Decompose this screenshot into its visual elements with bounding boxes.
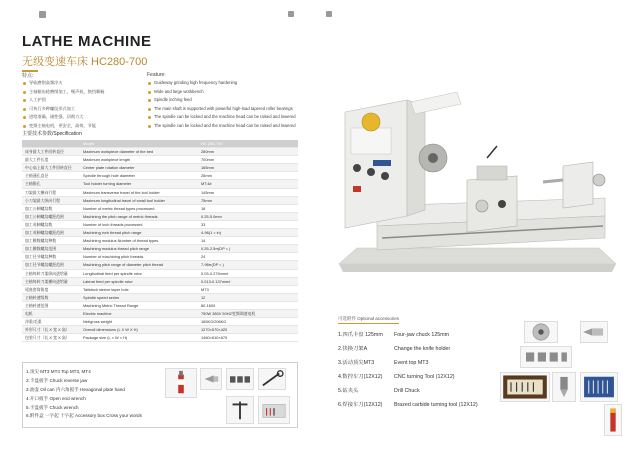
optional-list [338, 328, 478, 413]
spec-cell: 0.013-0.137mm/r [198, 277, 298, 285]
spec-row [22, 220, 298, 228]
feature-item: Guideway grinding high frequency hardening [147, 79, 296, 88]
features-cn-list [22, 79, 104, 130]
optional-item-cn: 3.活动顶尖MT3 [338, 360, 375, 367]
spec-heading: 主要技术参数/Specification [22, 131, 82, 137]
spec-cell: Maximum workpiece diameter of the bed [80, 148, 198, 156]
feature-item: The spindle can be locked and the machine head can be raised and lowered [147, 122, 296, 131]
oil-can-image [165, 368, 197, 398]
spec-cell: 主轴每转刀架横向进给量 [22, 277, 80, 285]
optional-item-cn: 1.四爪卡盘 125mm [338, 332, 383, 338]
spec-row [22, 285, 298, 293]
spec-cell: 75mm [198, 196, 298, 204]
spec-row [22, 180, 298, 188]
optional-item-en: Brazed carbide turning tool (12X12) [394, 402, 478, 409]
spec-cell: Overall dimensions (L X W X H) [80, 326, 198, 334]
turning-tool-image [604, 404, 622, 436]
optional-item [338, 398, 478, 412]
optional-item-cn: 2.快换刀架A [338, 346, 368, 353]
feature-item: 主轴箱齿轮磨削加工，噪声低，换挡顺畅 [22, 88, 104, 97]
optional-item [338, 356, 429, 370]
spec-row [22, 212, 298, 220]
spec-cell: Net/gross weight [80, 318, 198, 326]
spec-row [22, 253, 298, 261]
optional-item [338, 370, 455, 384]
spec-row [22, 277, 298, 285]
spec-cell: Package size (L × W × H) [80, 334, 198, 342]
spec-cell: Lateral feed per spindle rotor [80, 277, 198, 285]
spec-row [22, 164, 298, 172]
spec-cell: Machining modulus Number of thread types [80, 237, 198, 245]
feature-item: The spindle can be locked and the machine head can be raised and lowered [147, 113, 296, 122]
spec-row [22, 188, 298, 196]
spec-cell: 4-96(1 = in) [198, 229, 298, 237]
spec-cell: 加工公制螺纹螺距范围 [22, 212, 80, 220]
spec-row [22, 237, 298, 245]
accessory-item: 3.油壶 Oil can 内六角扳手 Hexagonal plate hand [26, 386, 125, 392]
spec-cell: 7-96π(DP = ) [198, 261, 298, 269]
feature-item: 导轨磨削高频淬火 [22, 79, 104, 88]
spec-cell: Number of inch threads processed [80, 220, 198, 228]
accessory-item: 2.卡盘扳手 Chuck reverse jaw [26, 377, 88, 383]
spec-cell: 165mm [198, 164, 298, 172]
features-en-list [147, 79, 296, 130]
spec-cell: Tool holder turning diameter [80, 180, 198, 188]
spec-row [22, 301, 298, 309]
spec-cell: 750W 380V 50HZ变频调速电机 [198, 309, 298, 317]
optional-item-cn: 4.数控车刀(12X12) [338, 374, 383, 381]
spec-cell: Machining Metric Thread Range [80, 301, 198, 309]
spec-cell: 加工径节螺纹螺距范围 [22, 261, 80, 269]
spec-cell: 床身最大工件回转直径 [22, 148, 80, 156]
optional-item-en: Four-jaw chuck 125mm [394, 332, 450, 338]
spec-col-header: HC 280-700 [198, 140, 298, 148]
spec-row [22, 245, 298, 253]
spec-cell: 加工英制螺纹螺距范围 [22, 229, 80, 237]
wrench-image [258, 368, 286, 390]
spec-cell: 0.03-0.275mm/r [198, 269, 298, 277]
spec-row [22, 309, 298, 317]
spec-row [22, 156, 298, 164]
spec-col-header [22, 140, 80, 148]
accessory-box-image [258, 396, 290, 424]
spec-cell: 加工英制螺纹数 [22, 220, 80, 228]
four-jaw-chuck-image [524, 321, 558, 343]
spec-cell: Machining inch thread pitch range [80, 229, 198, 237]
features-cn-heading: 特点: [22, 73, 34, 79]
spec-cell: 加工公制螺纹数 [22, 204, 80, 212]
spec-cell: 包装尺寸（长 X 宽 X 高） [22, 334, 80, 342]
spec-cell: 12 [198, 293, 298, 301]
optional-item-en: Change the knife holder [394, 346, 451, 353]
spec-cell: 最大工件长度 [22, 156, 80, 164]
tool-holder-image [520, 346, 572, 368]
spec-cell: Machining pitch range of diameter pitch thread [80, 261, 198, 269]
feature-item: Spindle inching feed [147, 96, 296, 105]
lathe-machine-image [337, 88, 616, 284]
spec-cell: 主轴每转刀架纵向进给量 [22, 269, 80, 277]
spec-cell: MT3 [198, 285, 298, 293]
spec-cell: Machining the pitch range of metric threads [80, 212, 198, 220]
spec-cell: 165KG/206KG [198, 318, 298, 326]
spec-cell: Spindle through hole diameter [80, 172, 198, 180]
spec-header-row [22, 140, 298, 148]
spec-cell: 加工径节螺纹种数 [22, 253, 80, 261]
optional-item [338, 328, 450, 342]
spec-cell: 0.25-2.5π(DP = ) [198, 245, 298, 253]
spec-cell: 14 [198, 237, 298, 245]
spec-cell: 80-1600 [198, 301, 298, 309]
spec-cell: 280mm [198, 148, 298, 156]
optional-item-en: Event top MT3 [394, 360, 429, 367]
spec-cell: 尾座套筒锥度 [22, 285, 80, 293]
spec-cell: Machining modulus thread pitch range [80, 245, 198, 253]
spec-cell: 700mm [198, 156, 298, 164]
spec-row [22, 229, 298, 237]
accessory-item: 5.卡盘扳手 Chuck wrench [26, 404, 79, 410]
spec-cell: 18 [198, 204, 298, 212]
centers-image [200, 368, 222, 390]
optional-item-cn: 5.钻夹头 [338, 388, 359, 395]
spec-cell: Center plate rotation diameter [80, 164, 198, 172]
cnc-tool-case-image [500, 372, 550, 402]
spec-cell: Number of metric thread types processed [80, 204, 198, 212]
feature-item: Wide and large workbench [147, 88, 296, 97]
spec-cell: 加工模数螺纹种数 [22, 237, 80, 245]
spec-row [22, 196, 298, 204]
spec-cell: 主轴转速范围 [22, 301, 80, 309]
feature-item: 可执行多种螺纹形式加工 [22, 105, 104, 114]
drill-chuck-image [552, 372, 576, 402]
spec-row [22, 334, 298, 342]
spec-cell: 主轴锥孔 [22, 180, 80, 188]
optional-item [338, 384, 420, 398]
spec-cell: Electric machine [80, 309, 198, 317]
spec-cell: 0.25-5.0mm [198, 212, 298, 220]
spec-row [22, 172, 298, 180]
optional-item-en: CNC turning Tool (12X12) [394, 374, 455, 381]
spec-cell: 1270×570×420 [198, 326, 298, 334]
feature-item: The main shaft is supported with powerful high-load tapered roller bearings [147, 105, 296, 114]
spec-row [22, 318, 298, 326]
spec-table [22, 140, 298, 342]
spec-cell: 33 [198, 220, 298, 228]
spec-cell: 1460×610×670 [198, 334, 298, 342]
spec-cell: 26mm [198, 172, 298, 180]
optional-heading: 可选附件 Optional accessories [338, 316, 399, 324]
brand-mark [326, 11, 332, 17]
accessories-list [26, 368, 142, 421]
spec-cell: 中心高上最大工件回转直径 [22, 164, 80, 172]
spec-cell: Number of machining pitch threads [80, 253, 198, 261]
spec-row [22, 326, 298, 334]
spec-cell: 24 [198, 253, 298, 261]
spec-row [22, 261, 298, 269]
spec-body [22, 148, 298, 342]
chuck-jaws-image [226, 368, 254, 390]
spec-row [22, 148, 298, 156]
spec-cell: 加工模数螺纹范围 [22, 245, 80, 253]
spec-cell: Maximum longitudinal travel of small tool holder [80, 196, 198, 204]
spec-cell: Longitudinal feed per spindle rotor [80, 269, 198, 277]
spec-cell: MT.4# [198, 180, 298, 188]
page-subtitle: 无级变速车床 HC280-700 [22, 56, 148, 68]
live-center-image [580, 321, 608, 343]
spec-cell: 外形尺寸（长 X 宽 X 高） [22, 326, 80, 334]
page-title: LATHE MACHINE [22, 33, 152, 50]
spec-col-header: Model [80, 140, 198, 148]
spec-cell: 刀架最大横向行程 [22, 188, 80, 196]
brand-mark [288, 11, 294, 17]
spec-row [22, 269, 298, 277]
optional-item-cn: 6.焊接车刀(12X12) [338, 402, 383, 409]
brazed-tool-set-image [580, 372, 618, 402]
feature-item: 变频主轴电机，更安全，高效，节能 [22, 122, 104, 131]
chuck-key-image [226, 396, 254, 424]
optional-item [338, 342, 451, 356]
brand-mark [39, 11, 46, 18]
feature-item: 进给准确，刚性强，切削力大 [22, 113, 104, 122]
spec-row [22, 293, 298, 301]
spec-cell: Tailstock sleeve taper hole [80, 285, 198, 293]
spec-cell: 小刀架最大纵向行程 [22, 196, 80, 204]
spec-cell: 电机 [22, 309, 80, 317]
spec-cell: 净重/毛重 [22, 318, 80, 326]
spec-cell: 主轴通孔直径 [22, 172, 80, 180]
feature-item: 人工护刮 [22, 96, 104, 105]
optional-item-en: Drill Chuck [394, 388, 420, 395]
spec-cell: Maximum transverse travel of the tool holder [80, 188, 198, 196]
spec-cell: Maximum workpiece length [80, 156, 198, 164]
accessory-item: 1.顶尖 MT3 MT4 Top MT3, MT4 [26, 369, 91, 374]
spec-cell: Spindle speed series [80, 293, 198, 301]
accessory-item: 6.附件盒 一字起 十字起 Accessory box Cross your words [26, 413, 142, 419]
spec-row [22, 204, 298, 212]
spec-cell: 145mm [198, 188, 298, 196]
accessory-item: 4.开口扳手 Open end wrench [26, 395, 86, 401]
spec-cell: 主轴转速级数 [22, 293, 80, 301]
features-en-heading: Feature: [147, 72, 166, 78]
